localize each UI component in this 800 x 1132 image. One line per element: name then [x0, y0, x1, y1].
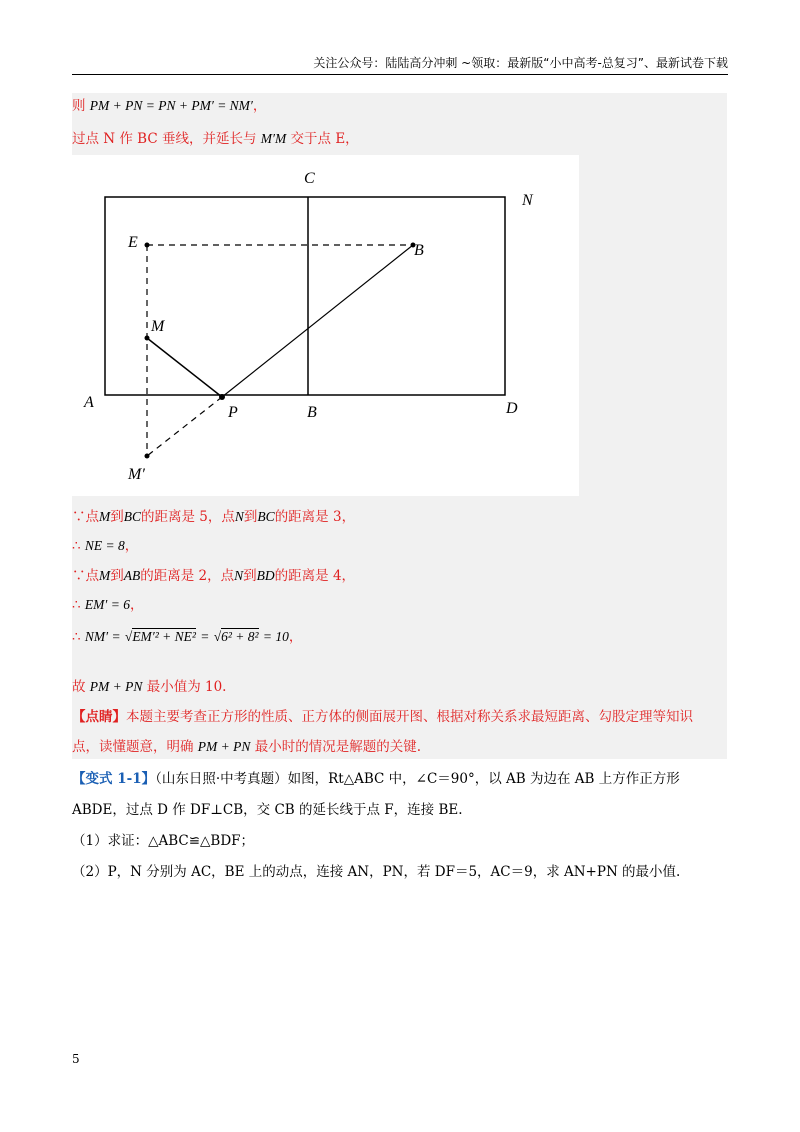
text: 则 [72, 98, 86, 114]
label-a: A [84, 394, 94, 411]
point-p [219, 394, 225, 400]
label-b-bottom: B [307, 404, 317, 421]
math-var: BC [123, 509, 142, 524]
text: ， [288, 629, 303, 645]
text: 故 [72, 679, 86, 695]
text: 到 [110, 509, 124, 525]
radicand: 6² + 8² [221, 629, 259, 644]
math-var: BD [256, 568, 275, 583]
math-var: M [99, 568, 111, 583]
variant-tag: 【变式 1-1】 [72, 771, 156, 787]
text: ， [129, 597, 144, 613]
label-c: C [304, 170, 315, 187]
radicand: EM′² + NE² [132, 629, 196, 644]
segment-pb [222, 245, 413, 397]
label-d: D [506, 400, 518, 417]
variant-line-1 [72, 770, 680, 788]
point-m-prime [145, 454, 150, 459]
dashed-pm-prime [147, 397, 222, 456]
comment-line-1 [72, 708, 693, 726]
variant-question-2 [72, 863, 680, 881]
math-expression: PM + PN [197, 739, 251, 754]
label-n: N [522, 192, 533, 209]
text: 最小时的情况是解题的关键. [254, 739, 421, 755]
step-4 [72, 596, 143, 614]
label-m-prime: M′ [128, 466, 145, 483]
math-expression: NM′ = [84, 629, 121, 644]
step-2 [72, 537, 138, 555]
text: 本题主要考查正方形的性质、正方体的侧面展开图、根据对称关系求最短距离、勾股定理等知识 [126, 709, 693, 725]
point-e [145, 243, 150, 248]
text: 到 [243, 509, 258, 525]
math-expression: EM′ = 6 [84, 597, 130, 612]
text: ∴ [72, 597, 81, 613]
text: ABDE，过点 D 作 DF⊥CB，交 CB 的延长线于点 F，连接 BE. [72, 802, 463, 818]
text: 的距离是 4， [274, 568, 356, 584]
page-header [72, 56, 728, 75]
text: ， [252, 98, 267, 114]
math-expression: PM + PN [89, 679, 143, 694]
text: 到 [110, 568, 124, 584]
math-var: N [234, 509, 244, 524]
math-expression: NE = 8 [84, 538, 125, 553]
text: ∵点 [72, 509, 99, 525]
math-var: M [99, 509, 111, 524]
header-text: 关注公众号：陆陆高分冲刺 ~领取：最新版“小中高考-总复习”、最新试卷下载 [313, 56, 728, 70]
math-var: BC [257, 509, 275, 524]
text: （1）求证：△ABC≌△BDF； [72, 833, 255, 849]
label-p: P [228, 404, 238, 421]
text: （2）P，N 分别为 AC，BE 上的动点，连接 AN，PN，若 DF＝5，AC＝9，求 AN+PN 的最小值. [72, 864, 681, 880]
math-expression: PM + PN = PN + PM′ = NM′ [89, 98, 253, 113]
text: 的距离是 3， [274, 509, 356, 525]
text: 最小值为 10. [146, 679, 227, 695]
solution-line-2 [72, 130, 359, 148]
text: 的距离是 2，点 [140, 568, 235, 584]
sqrt-2: √6² + 8² [213, 629, 259, 644]
solution-line-1 [72, 97, 266, 115]
variant-line-2 [72, 801, 463, 819]
label-b-top: B [414, 242, 424, 259]
math-expression: = [200, 629, 210, 644]
geometry-figure [72, 155, 579, 496]
point-m [145, 336, 150, 341]
label-e: E [128, 234, 138, 251]
comment-tag: 【点睛】 [72, 709, 126, 725]
segment-mp [147, 338, 222, 397]
label-m: M [151, 318, 165, 335]
step-1 [72, 508, 355, 526]
text: （山东日照·中考真题）如图，Rt△ABC 中，∠C＝90°，以 AB 为边在 AB 上方作正方形 [155, 771, 680, 787]
math-var: AB [123, 568, 141, 583]
figure-svg [72, 155, 579, 496]
rectangle-outline [105, 197, 505, 395]
text: ∴ [72, 538, 81, 554]
text: ∴ [72, 629, 81, 645]
sqrt-1: √EM′² + NE² [124, 629, 196, 644]
math-expression: = 10 [262, 629, 289, 644]
math-var: N [234, 568, 244, 583]
step-3 [72, 567, 355, 585]
math-expression: M′M [260, 131, 287, 146]
text: 到 [243, 568, 257, 584]
text: 点，读懂题意，明确 [72, 739, 194, 755]
text: 过点 N 作 BC 垂线，并延长与 [72, 131, 257, 147]
comment-line-2 [72, 738, 421, 756]
text: 交于点 E， [290, 131, 359, 147]
text: 的距离是 5，点 [141, 509, 235, 525]
variant-question-1 [72, 832, 254, 850]
conclusion [72, 678, 226, 696]
text: ∵点 [72, 568, 99, 584]
page-number: 5 [72, 1052, 80, 1066]
step-5 [72, 628, 302, 646]
text: ， [124, 538, 139, 554]
